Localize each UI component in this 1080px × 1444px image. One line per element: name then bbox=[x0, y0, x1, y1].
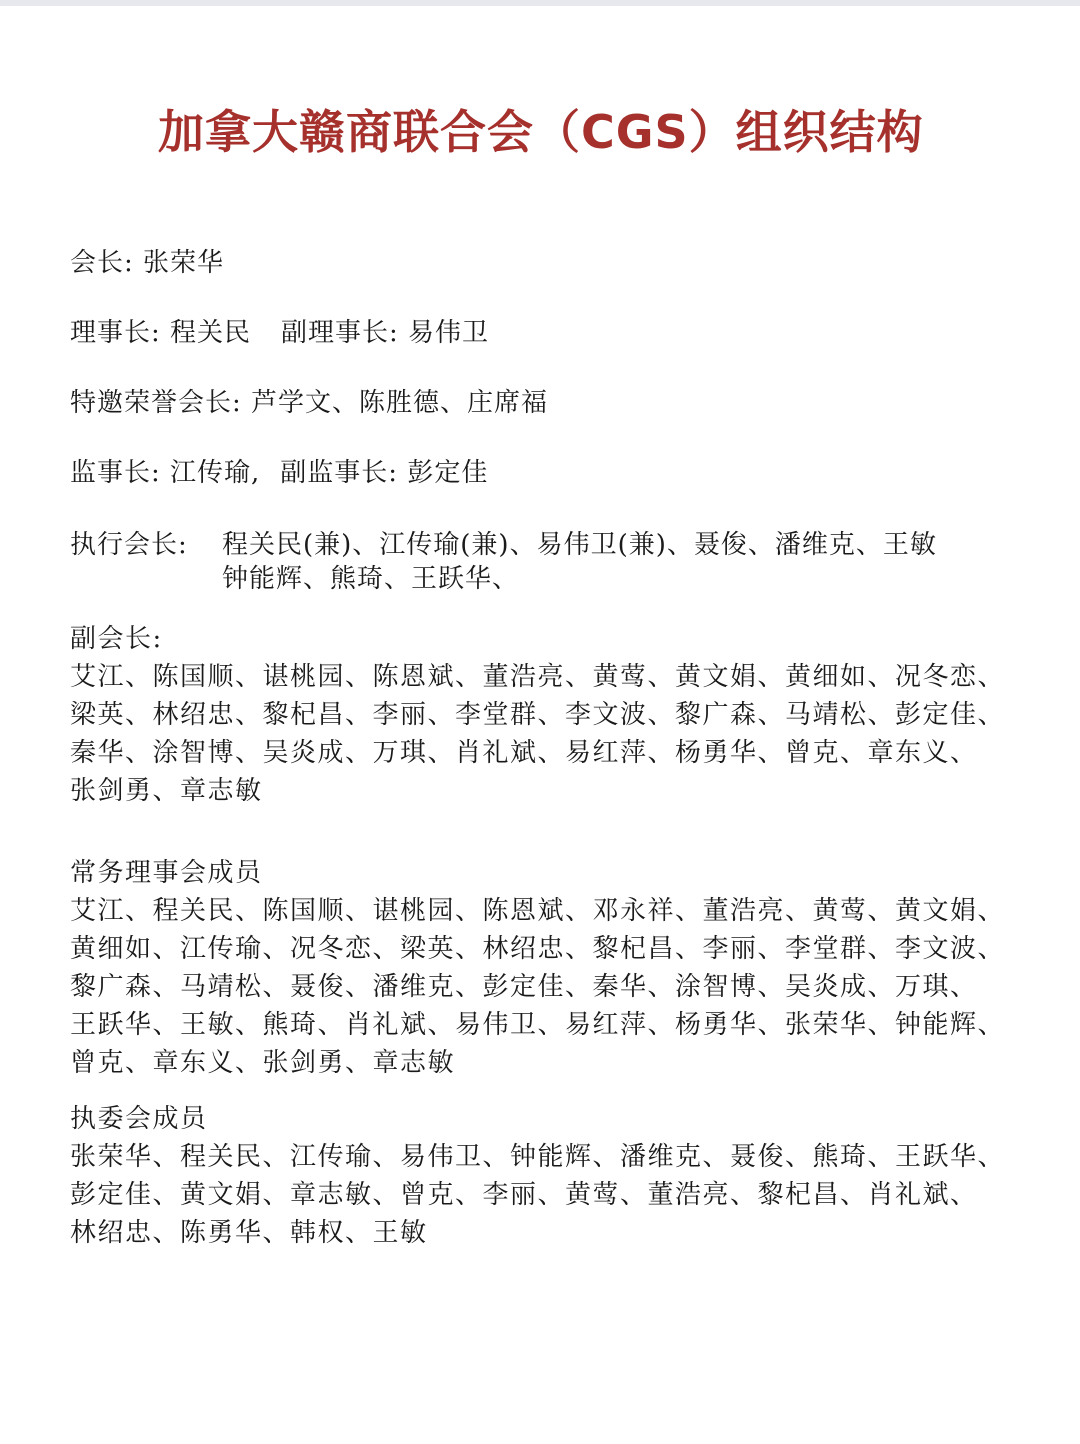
name-row: 曾克、章东义、张剑勇、章志敏 bbox=[70, 1048, 456, 1078]
name-row: 林绍忠、陈勇华、韩权、王敏 bbox=[70, 1218, 428, 1248]
vice-presidents-section bbox=[70, 620, 1050, 810]
name-row: 梁英、林绍忠、黎杞昌、李丽、李堂群、李文波、黎广森、马靖松、彭定佳、 bbox=[70, 700, 1006, 730]
vice-chairman-text: 副理事长: 易伟卫 bbox=[281, 318, 490, 348]
section-heading: 副会长: bbox=[70, 624, 163, 654]
name-row: 秦华、涂智博、吴炎成、万琪、肖礼斌、易红萍、杨勇华、曾克、章东义、 bbox=[70, 738, 978, 768]
executive-committee-section bbox=[70, 1100, 1050, 1252]
name-row: 艾江、程关民、陈国顺、谌桃园、陈恩斌、邓永祥、董浩亮、黄莺、黄文娟、 bbox=[70, 896, 1006, 926]
section-heading: 执委会成员 bbox=[70, 1104, 208, 1134]
name-row: 黎广森、马靖松、聂俊、潘维克、彭定佳、秦华、涂智博、吴炎成、万琪、 bbox=[70, 972, 978, 1002]
page-title: 加拿大赣商联合会（CGS）组织结构 bbox=[158, 105, 924, 159]
supervisor-line bbox=[70, 456, 488, 490]
executive-president-names-2: 钟能辉、熊琦、王跃华、 bbox=[222, 564, 520, 594]
standing-council-section bbox=[70, 854, 1050, 1082]
executive-president-names-1: 程关民(兼)、江传瑜(兼)、易伟卫(兼)、聂俊、潘维克、王敏 bbox=[222, 530, 937, 560]
name-row: 彭定佳、黄文娟、章志敏、曾克、李丽、黄莺、董浩亮、黎杞昌、肖礼斌、 bbox=[70, 1180, 978, 1210]
supervisor-text: 监事长: 江传瑜, bbox=[70, 458, 261, 488]
honorary-president-line: 特邀荣誉会长: 芦学文、陈胜德、庄席福 bbox=[70, 388, 549, 418]
name-row: 艾江、陈国顺、谌桃园、陈恩斌、董浩亮、黄莺、黄文娟、黄细如、况冬恋、 bbox=[70, 662, 1006, 692]
president-line: 会长: 张荣华 bbox=[70, 248, 225, 278]
executive-president-label: 执行会长: bbox=[70, 530, 188, 560]
name-row: 黄细如、江传瑜、况冬恋、梁英、林绍忠、黎杞昌、李丽、李堂群、李文波、 bbox=[70, 934, 1006, 964]
chairman-line bbox=[70, 316, 489, 350]
name-row: 张剑勇、章志敏 bbox=[70, 776, 263, 806]
section-heading: 常务理事会成员 bbox=[70, 858, 263, 888]
chairman-text: 理事长: 程关民 bbox=[70, 318, 252, 348]
name-row: 张荣华、程关民、江传瑜、易伟卫、钟能辉、潘维克、聂俊、熊琦、王跃华、 bbox=[70, 1142, 1006, 1172]
name-row: 王跃华、王敏、熊琦、肖礼斌、易伟卫、易红萍、杨勇华、张荣华、钟能辉、 bbox=[70, 1010, 1006, 1040]
vice-supervisor-text: 副监事长: 彭定佳 bbox=[280, 458, 489, 488]
